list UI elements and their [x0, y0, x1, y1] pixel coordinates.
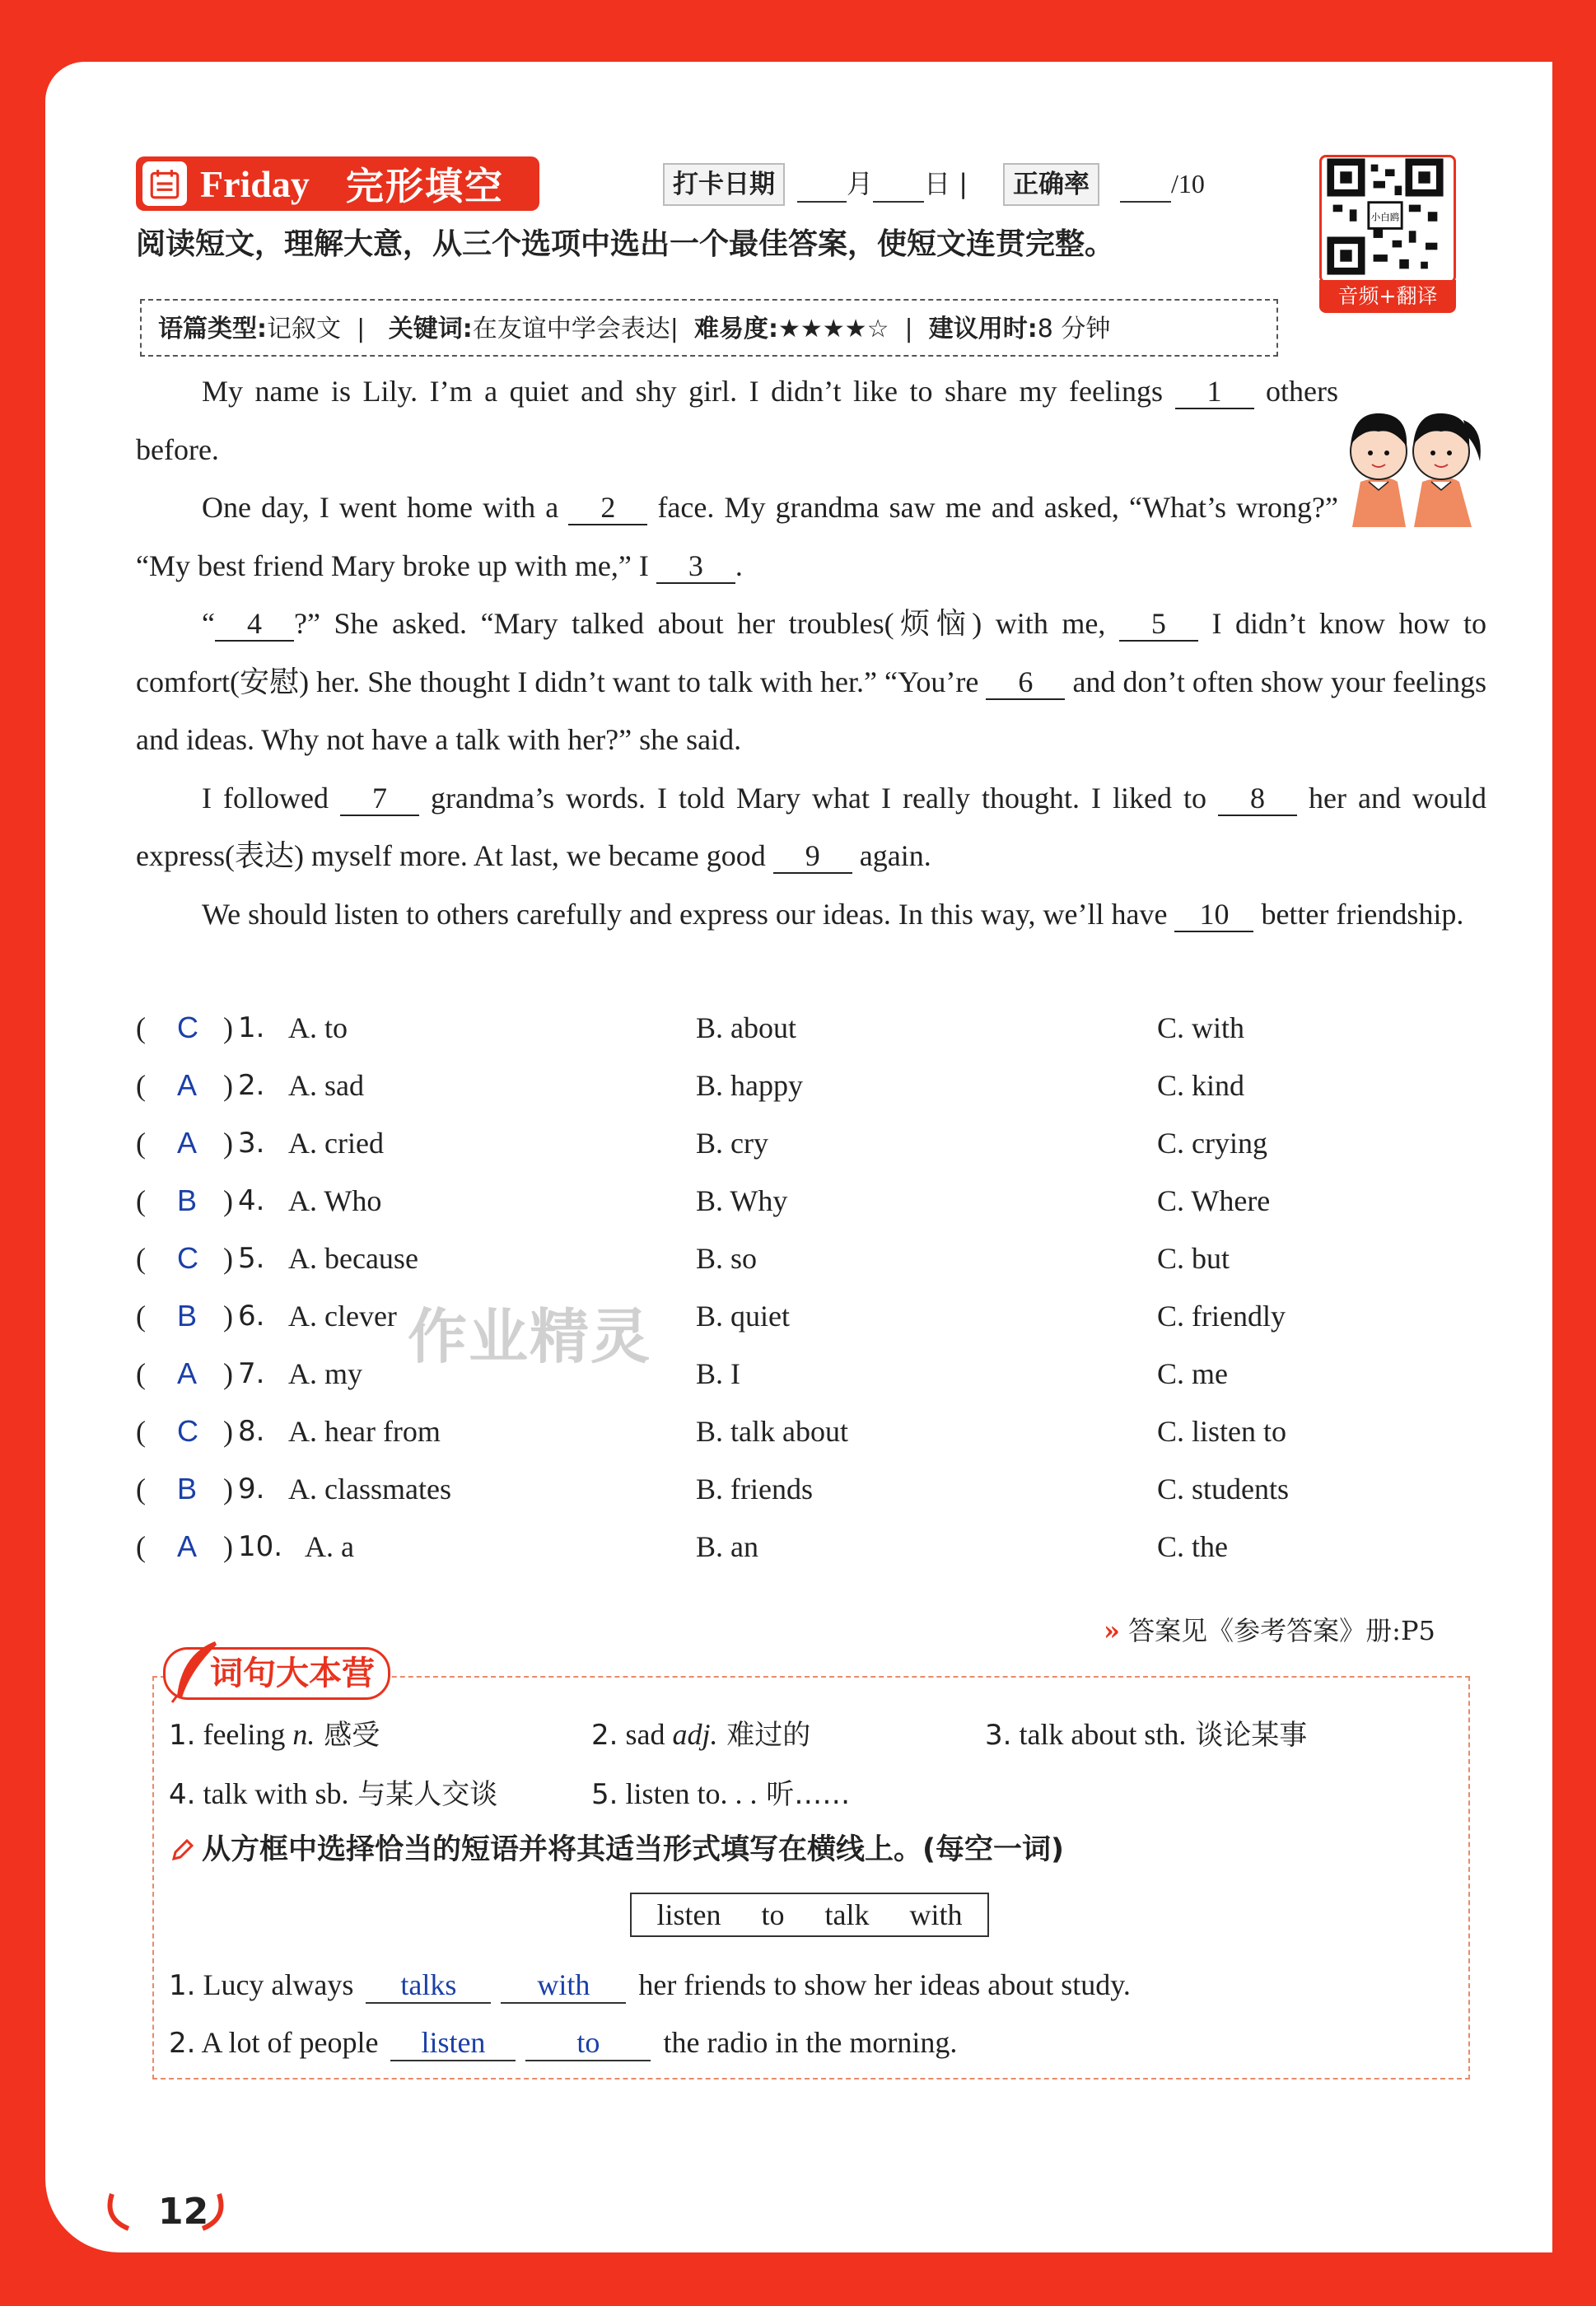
- option-c: C. but: [1157, 1242, 1230, 1275]
- paragraph-4: [136, 769, 1486, 885]
- difficulty-label: 难易度:: [693, 315, 778, 343]
- question-number: 8.: [238, 1415, 265, 1448]
- vocab-number: 1.: [169, 1719, 196, 1752]
- vocab-zh: 谈论某事: [1186, 1719, 1308, 1752]
- option-c: C. crying: [1157, 1127, 1267, 1160]
- page-number-text: 12: [158, 2191, 209, 2233]
- option-c: C. the: [1157, 1530, 1228, 1563]
- vocab-en: talk with sb.: [203, 1777, 349, 1810]
- question-row: [136, 1230, 1486, 1287]
- paren-close: ): [223, 1127, 233, 1160]
- vocab-pos: n.: [292, 1718, 315, 1751]
- vocab-number: 4.: [169, 1778, 196, 1811]
- day-blank[interactable]: [873, 175, 924, 203]
- accuracy-field: [1120, 165, 1205, 203]
- vocab-item: [985, 1710, 1307, 1760]
- option-b: B. happy: [696, 1069, 803, 1102]
- paren-open: (: [136, 1415, 146, 1448]
- qr-caption: 音频+翻译: [1319, 280, 1456, 313]
- question-number: 7.: [238, 1357, 265, 1390]
- option-a: A. hear from: [288, 1415, 441, 1448]
- paragraph-5: [136, 885, 1486, 944]
- paragraph-1: [136, 362, 1486, 478]
- qr-pattern: [1322, 157, 1449, 276]
- month-blank[interactable]: [797, 175, 847, 203]
- vocab-title: [163, 1647, 390, 1700]
- paren-open: (: [136, 1242, 146, 1275]
- vocab-en: feeling: [203, 1718, 293, 1751]
- paren-close: ): [223, 1415, 233, 1448]
- paren-close: ): [223, 1242, 233, 1275]
- question-row: [136, 1057, 1486, 1114]
- option-b: B. cry: [696, 1127, 768, 1160]
- exercise-instruction: [169, 1827, 1064, 1873]
- option-b: B. about: [696, 1011, 796, 1044]
- paragraph-2: [136, 478, 1486, 595]
- question-row: [136, 1403, 1486, 1460]
- exercise-text: the radio in the morning.: [663, 2026, 958, 2059]
- exercise-number: 1.: [169, 1969, 196, 2002]
- vocab-zh: 难过的: [717, 1719, 811, 1752]
- month-label: 月: [847, 168, 874, 199]
- fill-blank[interactable]: listen: [390, 2025, 516, 2061]
- day-label: Friday: [200, 162, 310, 205]
- paragraph-3: [136, 595, 1486, 769]
- paren-open: (: [136, 1011, 146, 1044]
- blank-3[interactable]: 3: [656, 549, 735, 584]
- exercise-2: [169, 2018, 957, 2068]
- section-title: 完形填空: [345, 164, 504, 208]
- page-number: [115, 2191, 209, 2233]
- blank-2[interactable]: 2: [568, 491, 647, 525]
- option-b: B. so: [696, 1242, 758, 1275]
- option-b: B. I: [696, 1357, 740, 1390]
- passage-text: One day, I went home with a: [202, 491, 569, 524]
- question-row: [136, 1172, 1486, 1230]
- paren-close: ): [223, 1011, 233, 1044]
- vocab-zh: 听……: [757, 1778, 851, 1811]
- pencil-icon: [169, 1837, 195, 1864]
- question-list: [136, 999, 1486, 1575]
- info-sep: |: [904, 315, 913, 343]
- keyword-value: 在友谊中学会表达: [472, 315, 670, 343]
- answer-reference: [1104, 1610, 1435, 1648]
- passage-text: grandma’s words. I told Mary what I really thought. I liked to: [419, 781, 1218, 815]
- fill-blank[interactable]: talks: [366, 1968, 491, 2004]
- qr-code[interactable]: [1319, 155, 1456, 283]
- paren-close: ): [223, 1357, 233, 1390]
- answer-mark[interactable]: B: [177, 1299, 198, 1333]
- answer-mark[interactable]: C: [177, 1011, 198, 1044]
- vocab-en: listen to. . .: [625, 1777, 758, 1810]
- qr-brand: 小白鸥: [1370, 211, 1400, 223]
- fill-blank[interactable]: with: [501, 1968, 626, 2004]
- passage-text: and don’t often show your feelings and ideas. Why not have a talk with her?” she said.: [136, 665, 1486, 756]
- question-number: 9.: [238, 1473, 265, 1505]
- section-header: [136, 156, 539, 211]
- accuracy-blank[interactable]: [1120, 175, 1171, 203]
- vocab-en: sad: [625, 1718, 673, 1751]
- vocab-pos: adj.: [672, 1718, 718, 1751]
- answer-mark[interactable]: B: [177, 1183, 198, 1217]
- fill-blank[interactable]: to: [525, 2025, 651, 2061]
- checkin-date-fields: [797, 165, 968, 203]
- watermark: 作业精灵: [408, 1302, 652, 1371]
- answer-mark[interactable]: C: [177, 1414, 198, 1448]
- accuracy-total: /10: [1171, 169, 1205, 198]
- vocab-item: [591, 1769, 850, 1819]
- option-b: B. friends: [696, 1473, 813, 1505]
- vocab-number: 3.: [985, 1719, 1012, 1752]
- question-row: [136, 1460, 1486, 1518]
- time-value: 8 分钟: [1037, 315, 1111, 343]
- paren-close: ): [223, 1184, 233, 1217]
- vocab-zh: 感受: [315, 1719, 380, 1752]
- genre-label: 语篇类型:: [158, 315, 267, 343]
- time-label: 建议用时:: [928, 315, 1038, 343]
- passage-text: I followed: [202, 781, 340, 815]
- option-a: A. because: [288, 1242, 418, 1275]
- question-number: 6.: [238, 1300, 265, 1333]
- question-number: 1.: [238, 1011, 265, 1044]
- question-number: 10.: [238, 1530, 283, 1563]
- passage-text: others before.: [136, 375, 1338, 466]
- option-c: C. kind: [1157, 1069, 1245, 1102]
- passage-info: [140, 299, 1278, 357]
- paren-close: ): [223, 1300, 233, 1333]
- passage-text: I didn’t know how to comfort(安慰) her. She thought I didn’t want to talk with her.” “You’re: [136, 607, 1486, 698]
- paren-open: (: [136, 1069, 146, 1102]
- accuracy-label: 正确率: [1003, 163, 1099, 206]
- question-number: 3.: [238, 1127, 265, 1160]
- option-c: C. with: [1157, 1011, 1245, 1044]
- paren-close: ): [223, 1530, 233, 1563]
- option-a: A. my: [288, 1357, 362, 1390]
- vocab-item: [169, 1769, 497, 1819]
- option-c: C. friendly: [1157, 1300, 1286, 1333]
- answer-mark[interactable]: B: [177, 1472, 198, 1505]
- option-c: C. listen to: [1157, 1415, 1287, 1448]
- blank-10[interactable]: 10: [1174, 898, 1253, 932]
- passage-text: We should listen to others carefully and express our ideas. In this way, we’ll have: [202, 897, 1175, 931]
- vocab-en: talk about sth.: [1019, 1718, 1187, 1751]
- passage-text: My name is Lily. I’m a quiet and shy girl. I didn’t like to share my feelings: [202, 375, 1175, 408]
- question-row: [136, 1287, 1486, 1345]
- keyword-label: 关键词:: [388, 315, 473, 343]
- blank-9[interactable]: 9: [773, 839, 852, 874]
- option-c: C. me: [1157, 1357, 1228, 1390]
- vocab-item: [591, 1710, 810, 1760]
- vocab-number: 5.: [591, 1778, 618, 1811]
- question-number: 2.: [238, 1069, 265, 1102]
- exercise-number: 2.: [169, 2027, 196, 2060]
- option-a: A. Who: [288, 1184, 382, 1217]
- option-c: C. students: [1157, 1473, 1290, 1505]
- header-separator: |: [959, 168, 968, 199]
- exercise-text: her friends to show her ideas about study.: [638, 1968, 1131, 2001]
- answer-mark[interactable]: A: [177, 1356, 198, 1390]
- info-sep: |: [357, 315, 366, 343]
- difficulty-stars: ★★★★☆: [777, 315, 889, 343]
- passage-text: better friendship.: [1253, 897, 1464, 931]
- option-a: A. to: [288, 1011, 348, 1044]
- answer-reference-text: 答案见《参考答案》册:P5: [1128, 1615, 1435, 1646]
- question-row: [136, 1518, 1486, 1575]
- passage-text: ?” She asked. “Mary talked about her troubles(烦恼) with me,: [293, 607, 1119, 640]
- option-b: B. talk about: [696, 1415, 848, 1448]
- answer-mark[interactable]: A: [177, 1068, 198, 1102]
- question-number: 4.: [238, 1184, 265, 1217]
- vocab-number: 2.: [591, 1719, 618, 1752]
- instruction: 阅读短文，理解大意，从三个选项中选出一个最佳答案，使短文连贯完整。: [136, 227, 1115, 261]
- checkin-date-label: 打卡日期: [663, 163, 785, 206]
- question-row: [136, 1114, 1486, 1172]
- exercise-text: Lucy always: [203, 1968, 354, 2001]
- vocab-title-text: 词句大本营: [210, 1655, 375, 1692]
- paren-close: ): [223, 1069, 233, 1102]
- double-arrow-icon: »: [1104, 1615, 1120, 1646]
- option-a: A. a: [305, 1530, 354, 1563]
- question-row: [136, 1345, 1486, 1403]
- passage-text: again.: [852, 839, 931, 872]
- quill-icon: [166, 1638, 223, 1704]
- paren-open: (: [136, 1473, 146, 1505]
- paren-open: (: [136, 1127, 146, 1160]
- exercise-instruction-text: 从方框中选择恰当的短语并将其适当形式填写在横线上。(每空一词): [202, 1833, 1064, 1866]
- option-a: A. sad: [288, 1069, 364, 1102]
- question-row: [136, 999, 1486, 1057]
- info-sep: |: [670, 315, 679, 343]
- exercise-1: [169, 1960, 1131, 2010]
- option-c: C. Where: [1157, 1184, 1271, 1217]
- answer-mark[interactable]: A: [177, 1529, 198, 1563]
- option-a: A. clever: [288, 1300, 397, 1333]
- option-b: B. Why: [696, 1184, 788, 1217]
- paren-open: (: [136, 1300, 146, 1333]
- paren-open: (: [136, 1530, 146, 1563]
- option-a: A. classmates: [288, 1473, 451, 1505]
- calendar-icon: [142, 161, 187, 206]
- vocab-zh: 与某人交谈: [348, 1778, 498, 1811]
- question-number: 5.: [238, 1242, 265, 1275]
- answer-mark[interactable]: C: [177, 1241, 198, 1275]
- blank-6[interactable]: 6: [986, 665, 1065, 700]
- option-b: B. an: [696, 1530, 758, 1563]
- answer-mark[interactable]: A: [177, 1126, 198, 1160]
- blank-7[interactable]: 7: [340, 782, 419, 816]
- blank-1[interactable]: 1: [1175, 375, 1254, 409]
- blank-5[interactable]: 5: [1119, 607, 1198, 642]
- paren-close: ): [223, 1473, 233, 1505]
- blank-8[interactable]: 8: [1218, 782, 1297, 816]
- cloze-passage: [136, 362, 1486, 943]
- passage-text: face. My grandma saw me and asked, “What’s wrong?” “My best friend Mary broke up with me,” I: [136, 491, 1339, 582]
- option-a: A. cried: [288, 1127, 384, 1160]
- passage-text: her and would express(表达) myself more. At last, we became good: [136, 781, 1486, 872]
- passage-text: .: [735, 548, 743, 582]
- blank-4[interactable]: 4: [215, 607, 294, 642]
- paren-open: (: [136, 1184, 146, 1217]
- exercise-text: A lot of people: [201, 2026, 379, 2059]
- vocab-item: [169, 1710, 380, 1760]
- option-b: B. quiet: [696, 1300, 790, 1333]
- paren-open: (: [136, 1357, 146, 1390]
- genre-value: 记叙文: [267, 315, 341, 343]
- day-label-text: 日: [924, 168, 951, 199]
- passage-text: “: [202, 607, 215, 640]
- word-box: listen to talk with: [630, 1893, 989, 1937]
